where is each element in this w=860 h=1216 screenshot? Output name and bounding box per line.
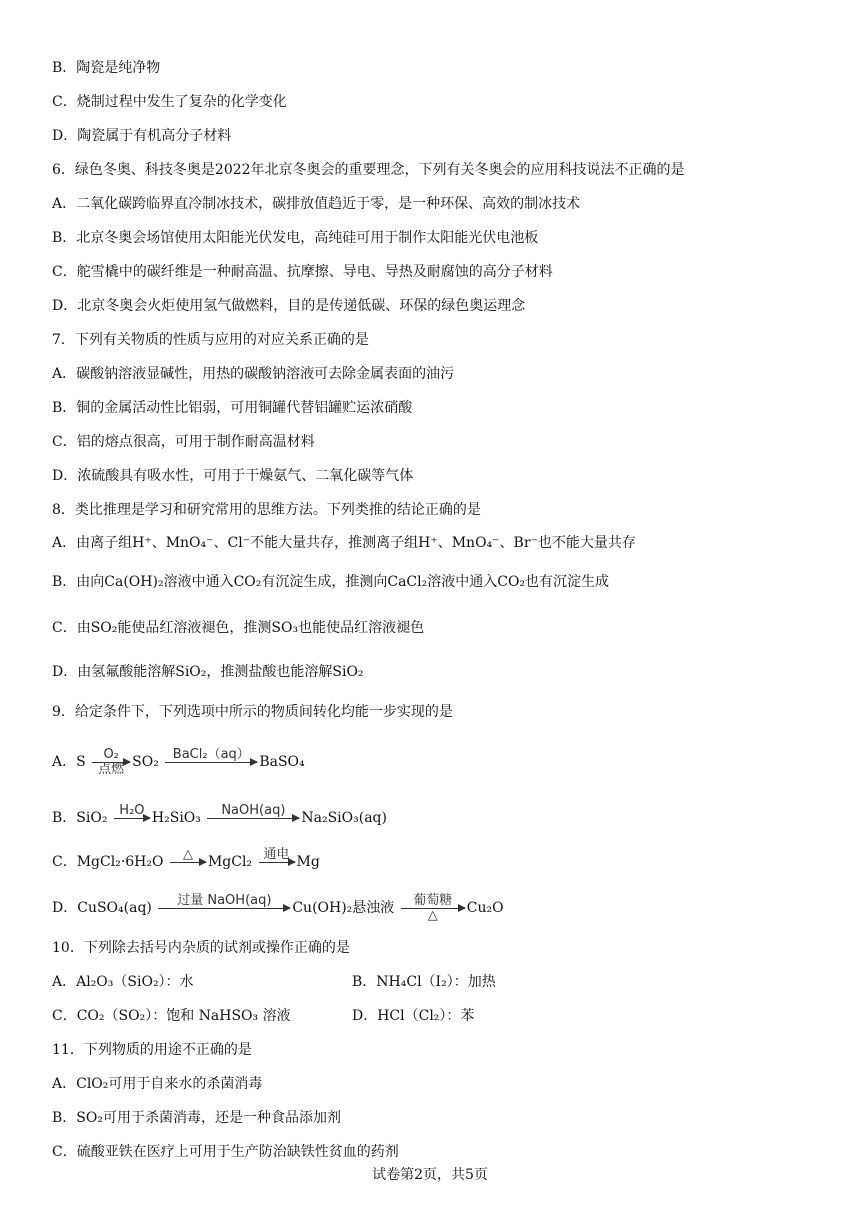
q7-option-c: C．铝的熔点很高，可用于制作耐高温材料: [52, 434, 315, 450]
reaction-arrow: [114, 804, 150, 833]
q9-stem: 9．给定条件下，下列选项中所示的物质间转化均能一步实现的是: [52, 704, 453, 720]
species: CuSO₄(aq): [77, 900, 152, 916]
q8-option-d: D．由氢氟酸能溶解SiO₂，推测盐酸也能溶解SiO₂: [52, 664, 364, 680]
condition-top: 过量 NaOH(aq): [177, 892, 272, 908]
condition-top: 葡萄糖: [413, 892, 453, 908]
q10-option-b: B．NH₄Cl（I₂）：加热: [352, 974, 496, 990]
q11-stem: 11．下列物质的用途不正确的是: [52, 1042, 252, 1058]
q7-option-a: A．碳酸钠溶液显碱性，用热的碳酸钠溶液可去除金属表面的油污: [52, 366, 455, 382]
q5-option-b: B．陶瓷是纯净物: [52, 60, 161, 76]
condition-top: H₂O: [119, 802, 145, 818]
q6-stem: 6．绿色冬奥、科技冬奥是2022年北京冬奥会的重要理念，下列有关冬奥会的应用科技说法不正确的是: [52, 162, 685, 178]
option-label: D．: [52, 900, 78, 916]
species: Mg: [296, 854, 320, 870]
reaction-arrow: [170, 848, 206, 877]
q5-option-c: C．烧制过程中发生了复杂的化学变化: [52, 94, 287, 110]
condition-bottom: △: [427, 907, 438, 923]
condition-top: BaCl₂（aq）: [172, 746, 250, 762]
q11-option-b: B．SO₂可用于杀菌消毒，还是一种食品添加剂: [52, 1110, 341, 1126]
species: MgCl₂·6H₂O: [76, 854, 164, 870]
species: Cu₂O: [466, 900, 504, 916]
q8-option-a: A．由离子组H⁺、MnO₄⁻、Cl⁻不能大量共存，推测离子组H⁺、MnO₄⁻、Br⁻也不能大量共存: [52, 535, 636, 551]
condition-bottom: 点燃: [98, 761, 125, 777]
q9-option-c: [52, 842, 320, 882]
reaction-arrow: [158, 894, 290, 923]
q6-option-b: B．北京冬奥会场馆使用太阳能光伏发电，高纯硅可用于制作太阳能光伏电池板: [52, 230, 539, 246]
reaction-arrow: [165, 748, 257, 777]
species: SiO₂: [76, 810, 108, 826]
species: Cu(OH)₂悬浊液: [292, 900, 395, 916]
condition-top: 通电: [263, 846, 290, 862]
condition-top: NaOH(aq): [221, 802, 286, 818]
species: H₂SiO₃: [151, 810, 201, 826]
q7-option-d: D．浓硫酸具有吸水性，可用于干燥氨气、二氧化碳等气体: [52, 468, 414, 484]
q7-option-b: B．铜的金属活动性比铝弱，可用铜罐代替铝罐贮运浓硝酸: [52, 400, 413, 416]
species: BaSO₄: [259, 754, 305, 770]
q8-stem: 8．类比推理是学习和研究常用的思维方法。下列类推的结论正确的是: [52, 502, 481, 518]
q11-option-c: C．硫酸亚铁在医疗上可用于生产防治缺铁性贫血的药剂: [52, 1144, 399, 1160]
q11-option-a: A．ClO₂可用于自来水的杀菌消毒: [52, 1076, 263, 1092]
q8-option-b: B．由向Ca(OH)₂溶液中通入CO₂有沉淀生成，推测向CaCl₂溶液中通入CO₂也有沉淀生成: [52, 574, 610, 590]
q8-option-c: C．由SO₂能使品红溶液褪色，推测SO₃也能使品红溶液褪色: [52, 620, 425, 636]
option-label: B．: [52, 810, 77, 826]
reaction-arrow: [259, 848, 295, 877]
reaction-arrow: [401, 894, 465, 923]
option-label: A．: [52, 754, 77, 770]
species: MgCl₂: [207, 854, 253, 870]
species: S: [76, 754, 86, 770]
q5-option-d: D．陶瓷属于有机高分子材料: [52, 128, 232, 144]
q9-option-d: [52, 886, 504, 930]
option-label: C．: [52, 854, 77, 870]
reaction-arrow: [207, 804, 299, 833]
species: Na₂SiO₃(aq): [301, 810, 387, 826]
q10-stem: 10．下列除去括号内杂质的试剂或操作正确的是: [52, 940, 350, 956]
species: SO₂: [132, 754, 159, 770]
q9-option-a: [52, 740, 305, 784]
q6-option-c: C．舵雪橇中的碳纤维是一种耐高温、抗摩擦、导电、导热及耐腐蚀的高分子材料: [52, 264, 553, 280]
condition-top: O₂: [103, 746, 119, 762]
q6-option-a: A．二氧化碳跨临界直冷制冰技术，碳排放值趋近于零，是一种环保、高效的制冰技术: [52, 196, 581, 212]
q10-option-c: C．CO₂（SO₂）：饱和 NaHSO₃ 溶液: [52, 1008, 291, 1024]
q9-option-b: [52, 798, 387, 838]
q10-option-a: A．Al₂O₃（SiO₂）：水: [52, 974, 194, 990]
q7-stem: 7．下列有关物质的性质与应用的对应关系正确的是: [52, 332, 369, 348]
q10-option-d: D．HCl（Cl₂）：苯: [352, 1008, 475, 1024]
condition-top: △: [182, 846, 193, 862]
page-footer: 试卷第2页，共5页: [372, 1167, 488, 1183]
reaction-arrow: [92, 748, 130, 777]
q6-option-d: D．北京冬奥会火炬使用氢气做燃料，目的是传递低碳、环保的绿色奥运理念: [52, 298, 526, 314]
